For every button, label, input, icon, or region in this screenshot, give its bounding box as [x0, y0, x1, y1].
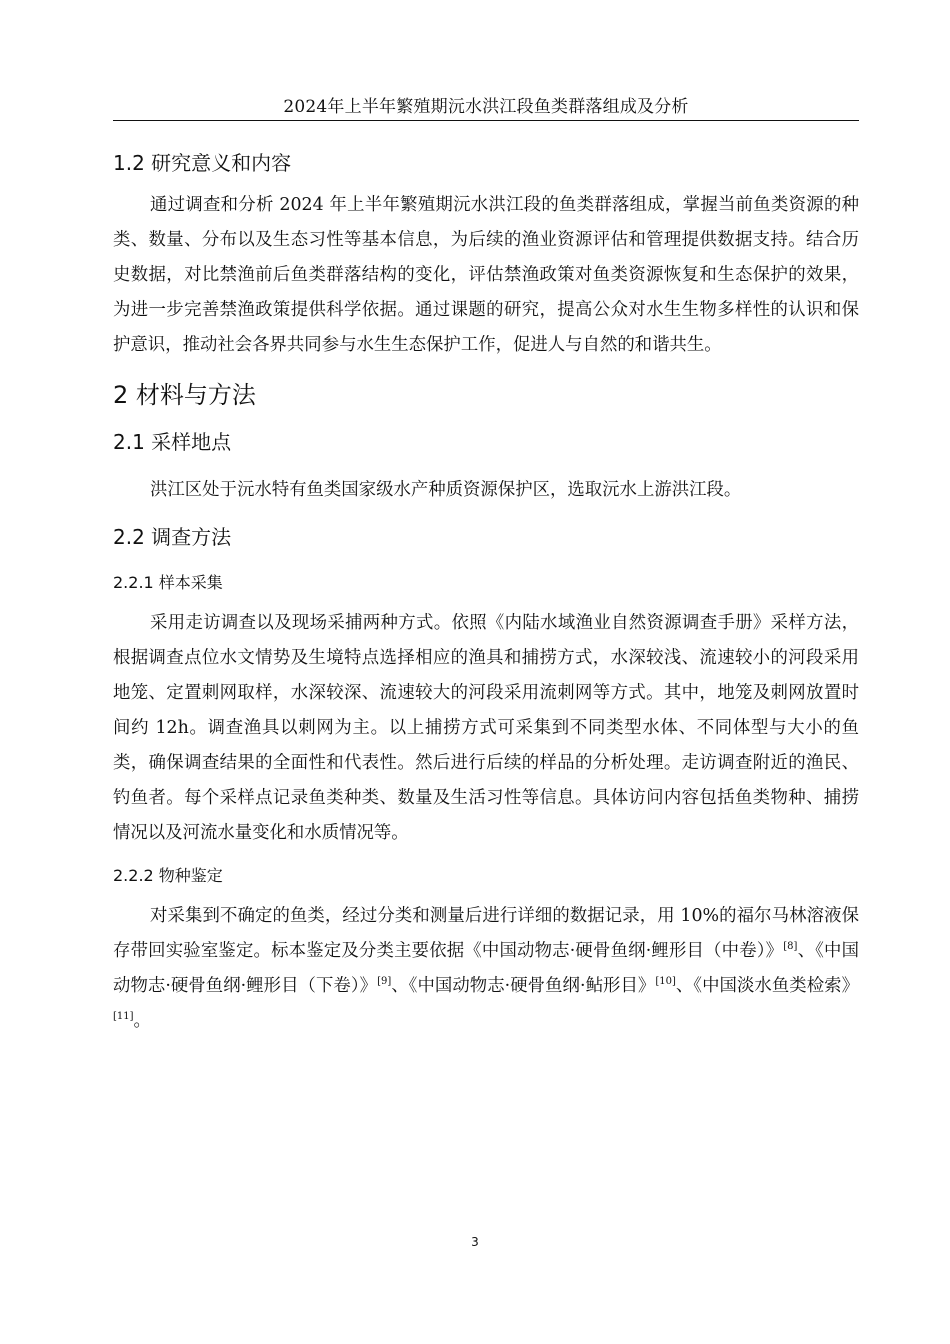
citation-9: [9] — [377, 976, 392, 988]
section-heading-2-2: 2.2 调查方法 — [113, 525, 232, 549]
page-number: 3 — [471, 1235, 479, 1249]
ident-text-5: 。 — [133, 1011, 151, 1031]
paragraph-species-identification — [113, 899, 859, 1039]
section-heading-2-2-2: 2.2.2 物种鉴定 — [113, 866, 223, 885]
ident-text-4: 、《中国淡水鱼类检索》 — [675, 976, 860, 996]
citation-10: [10] — [655, 976, 676, 988]
section-heading-2-2-1: 2.2.1 样本采集 — [113, 573, 223, 592]
running-header: 2024年上半年繁殖期沅水洪江段鱼类群落组成及分析 — [283, 97, 689, 117]
ident-text-2: 、《中国动物志·硬骨鱼纲·鲤形目（下卷）》 — [113, 941, 859, 996]
ident-text-1: 对采集到不确定的鱼类，经过分类和测量后进行详细的数据记录，用 10%的福尔马林溶液保存带回实验室鉴定。标本鉴定及分类主要依据《中国动物志·硬骨鱼纲·鲤形目（中卷）》 — [113, 906, 859, 961]
header-rule — [113, 120, 859, 121]
section-heading-1-2: 1.2 研究意义和内容 — [113, 151, 292, 175]
paragraph-sampling-site: 洪江区处于沅水特有鱼类国家级水产种质资源保护区，选取沅水上游洪江段。 — [150, 480, 742, 500]
ident-text-3: 、《中国动物志·硬骨鱼纲·鲇形目》 — [391, 976, 656, 996]
paragraph-research-significance: 通过调查和分析 2024 年上半年繁殖期沅水洪江段的鱼类群落组成，掌握当前鱼类资源的种类、数量、分布以及生态习性等基本信息，为后续的渔业资源评估和管理提供数据支持。结合历史数据，对比禁渔前后鱼类群落结构的变化，评估禁渔政策对鱼类资源恢复和生态保护的效果，为进一步完善禁渔政策提供科学依据。通过课题的研究，提高公众对水生生物多样性的认识和保护意识，推动社会各界共同参与水生生态保护工作，促进人与自然的和谐共生。 — [113, 195, 859, 355]
citation-8: [8] — [783, 941, 798, 953]
page-body — [113, 148, 859, 1039]
citation-11: [11] — [113, 1011, 134, 1023]
paragraph-sample-collection: 采用走访调查以及现场采捕两种方式。依照《内陆水域渔业自然资源调查手册》采样方法，根据调查点位水文情势及生境特点选择相应的渔具和捕捞方式，水深较浅、流速较小的河段采用地笼、定置刺网取样，水深较深、流速较大的河段采用流刺网等方式。其中，地笼及刺网放置时间约 12h。调查渔具以刺网为主。以上捕捞方式可采集到不同类型水体、不同体型与大小的鱼类，确保调查结果的全面性和代表性。然后进行后续的样品的分析处理。走访调查附近的渔民、钓鱼者。每个采样点记录鱼类种类、数量及生活习性等信息。具体访问内容包括鱼类物种、捕捞情况以及河流水量变化和水质情况等。 — [113, 613, 859, 843]
chapter-heading-2: 2 材料与方法 — [113, 381, 256, 409]
section-heading-2-1: 2.1 采样地点 — [113, 430, 232, 454]
